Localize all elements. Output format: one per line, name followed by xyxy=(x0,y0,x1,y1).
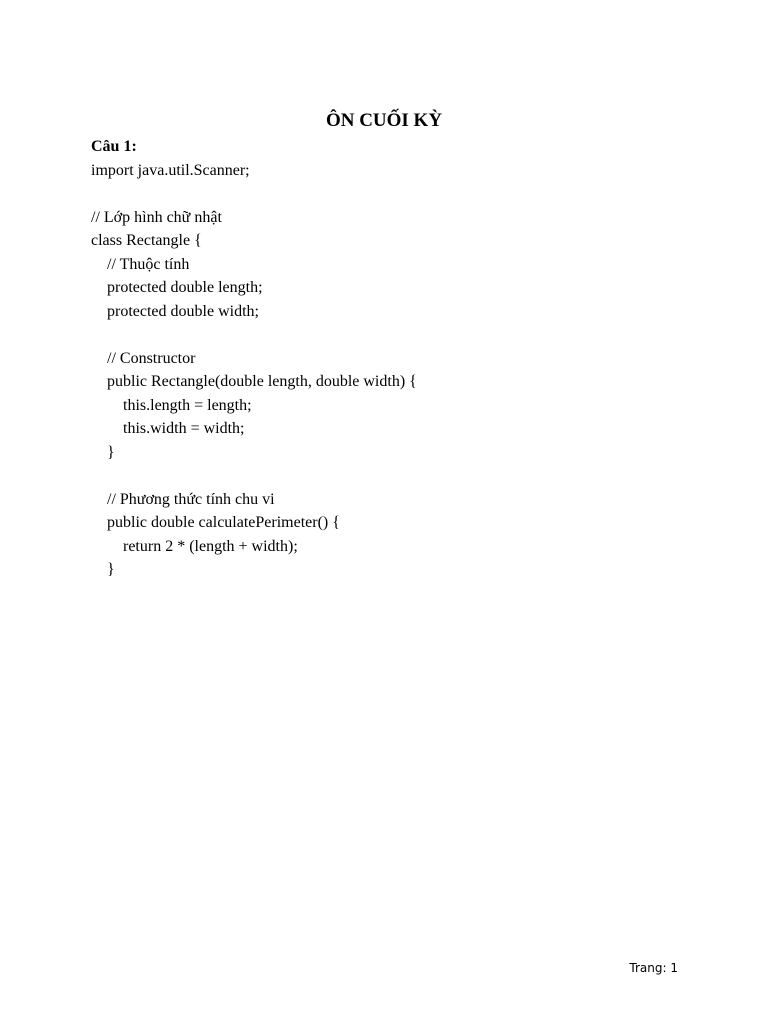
code-line: // Phương thức tính chu vi xyxy=(91,490,275,508)
document-body xyxy=(91,135,711,582)
code-line xyxy=(91,182,711,206)
code-line: protected double length; xyxy=(91,279,263,296)
code-line: // Lớp hình chữ nhật xyxy=(91,208,222,226)
code-line: // Constructor xyxy=(91,349,196,367)
code-line: } xyxy=(91,443,115,461)
code-line: import java.util.Scanner; xyxy=(91,161,250,179)
code-line: // Thuộc tính xyxy=(91,255,190,273)
code-line: protected double width; xyxy=(91,302,259,320)
code-line: this.length = length; xyxy=(91,396,252,414)
code-line xyxy=(91,323,711,347)
code-line xyxy=(91,464,711,488)
code-line: } xyxy=(91,561,115,578)
document-title: ÔN CUỐI KỲ xyxy=(325,110,443,131)
question-heading: Câu 1: xyxy=(91,138,137,155)
code-line: public double calculatePerimeter() { xyxy=(91,514,340,531)
code-line: this.width = width; xyxy=(91,420,245,437)
code-line: public Rectangle(double length, double width) { xyxy=(91,373,417,390)
code-line: class Rectangle { xyxy=(91,232,202,249)
page-number-footer: Trang: 1 xyxy=(629,961,678,975)
code-line: return 2 * (length + width); xyxy=(91,537,298,555)
